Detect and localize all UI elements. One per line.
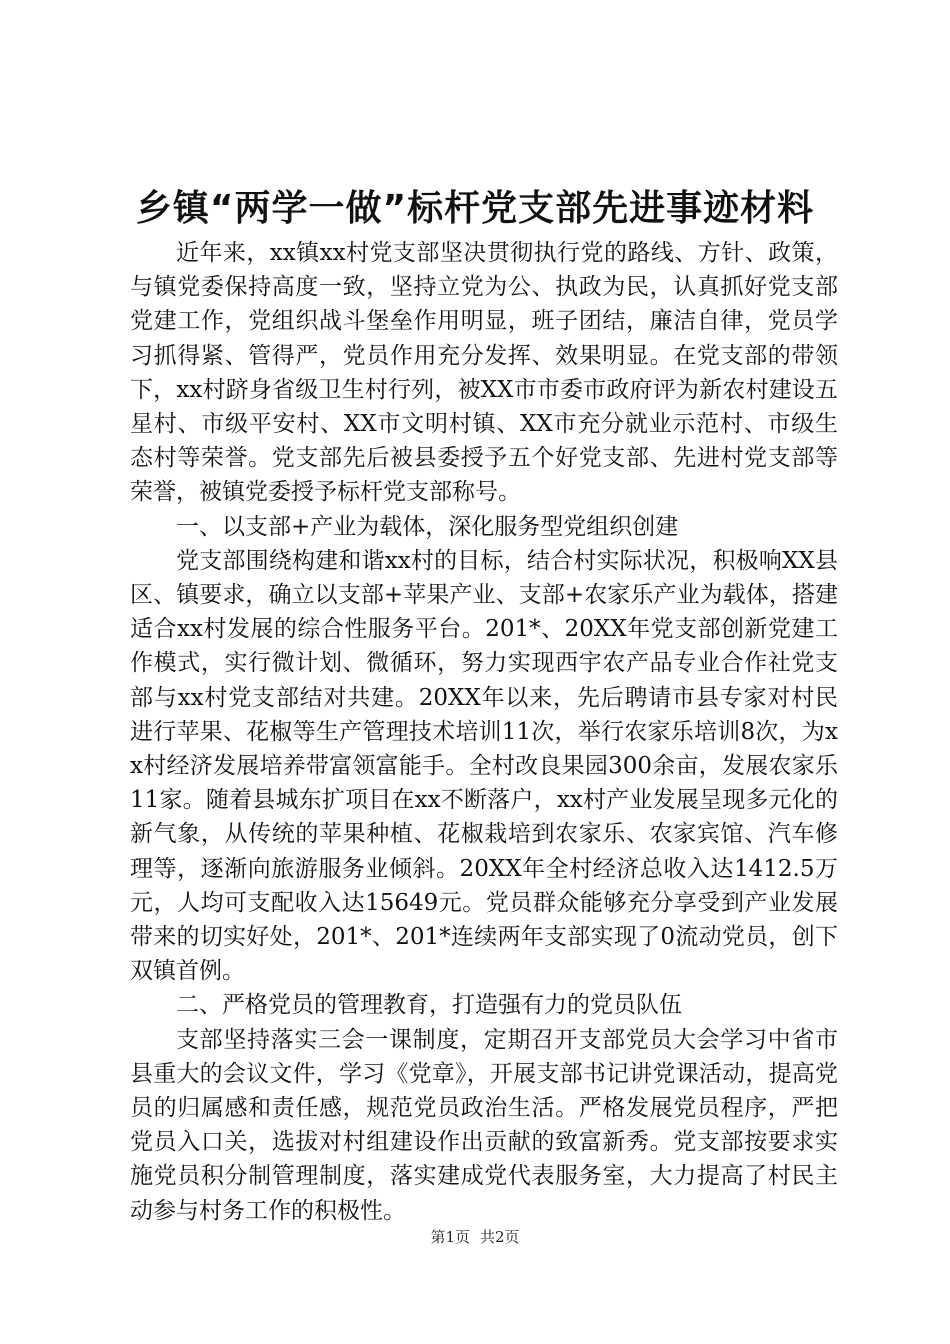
page-number: 第1页 [430, 1228, 470, 1246]
document-body [130, 236, 838, 1228]
section-heading-1: 一、以支部+产业为载体，深化服务型党组织创建 [176, 513, 679, 540]
page-total: 共2页 [480, 1228, 520, 1246]
section-heading-2: 二、严格党员的管理教育，打造强有力的党员队伍 [176, 992, 682, 1019]
section-1-paragraph: 党支部围绕构建和谐xx村的目标，结合村实际状况，积极响XX县区、镇要求，确立以支部+苹果产业、支部+农家乐产业为载体，搭建适合xx村发展的综合性服务平台。201*、20XX年党支部创新党建工作模式，实行微计划、微循环，努力实现西宇农产品专业合作社党支部与xx村党支部结对共建。20XX年以来，先后聘请市县专家对村民进行苹果、花椒等生产管理技术培训11次，举行农家乐培训8次，为xx村经济发展培养带富领富能手。全村改良果园300余亩，发展农家乐11家。随着县城东扩项目在xx不断落户，xx村产业发展呈现多元化的新气象，从传统的苹果种植、花椒栽培到农家乐、农家宾馆、汽车修理等，逐渐向旅游服务业倾斜。20XX年全村经济总收入达1412.5万元，人均可支配收入达15649元。党员群众能够充分享受到产业发展带来的切实好处，201*、201*连续两年支部实现了0流动党员，创下双镇首例。 [130, 547, 838, 985]
page-footer [0, 1227, 950, 1247]
section-2-paragraph: 支部坚持落实三会一课制度，定期召开支部党员大会学习中省市县重大的会议文件，学习《党章》，开展支部书记讲党课活动，提高党员的归属感和责任感，规范党员政治生活。严格发展党员程序，严把党员入口关，选拔对村组建设作出贡献的致富新秀。党支部按要求实施党员积分制管理制度，落实建成党代表服务室，大力提高了村民主动参与村务工作的积极性。 [130, 1026, 838, 1224]
document-title: 乡镇“两学一做”标杆党支部先进事迹材料 [135, 188, 815, 229]
intro-paragraph: 近年来，xx镇xx村党支部坚决贯彻执行党的路线、方针、政策，与镇党委保持高度一致，坚持立党为公、执政为民，认真抓好党支部党建工作，党组织战斗堡垒作用明显，班子团结，廉洁自律，党员学习抓得紧、管得严，党员作用充分发挥、效果明显。在党支部的带领下，xx村跻身省级卫生村行列，被XX市市委市政府评为新农村建设五星村、市级平安村、XX市文明村镇、XX市充分就业示范村、市级生态村等荣誉。党支部先后被县委授予五个好党支部、先进村党支部等荣誉，被镇党委授予标杆党支部称号。 [130, 240, 838, 506]
